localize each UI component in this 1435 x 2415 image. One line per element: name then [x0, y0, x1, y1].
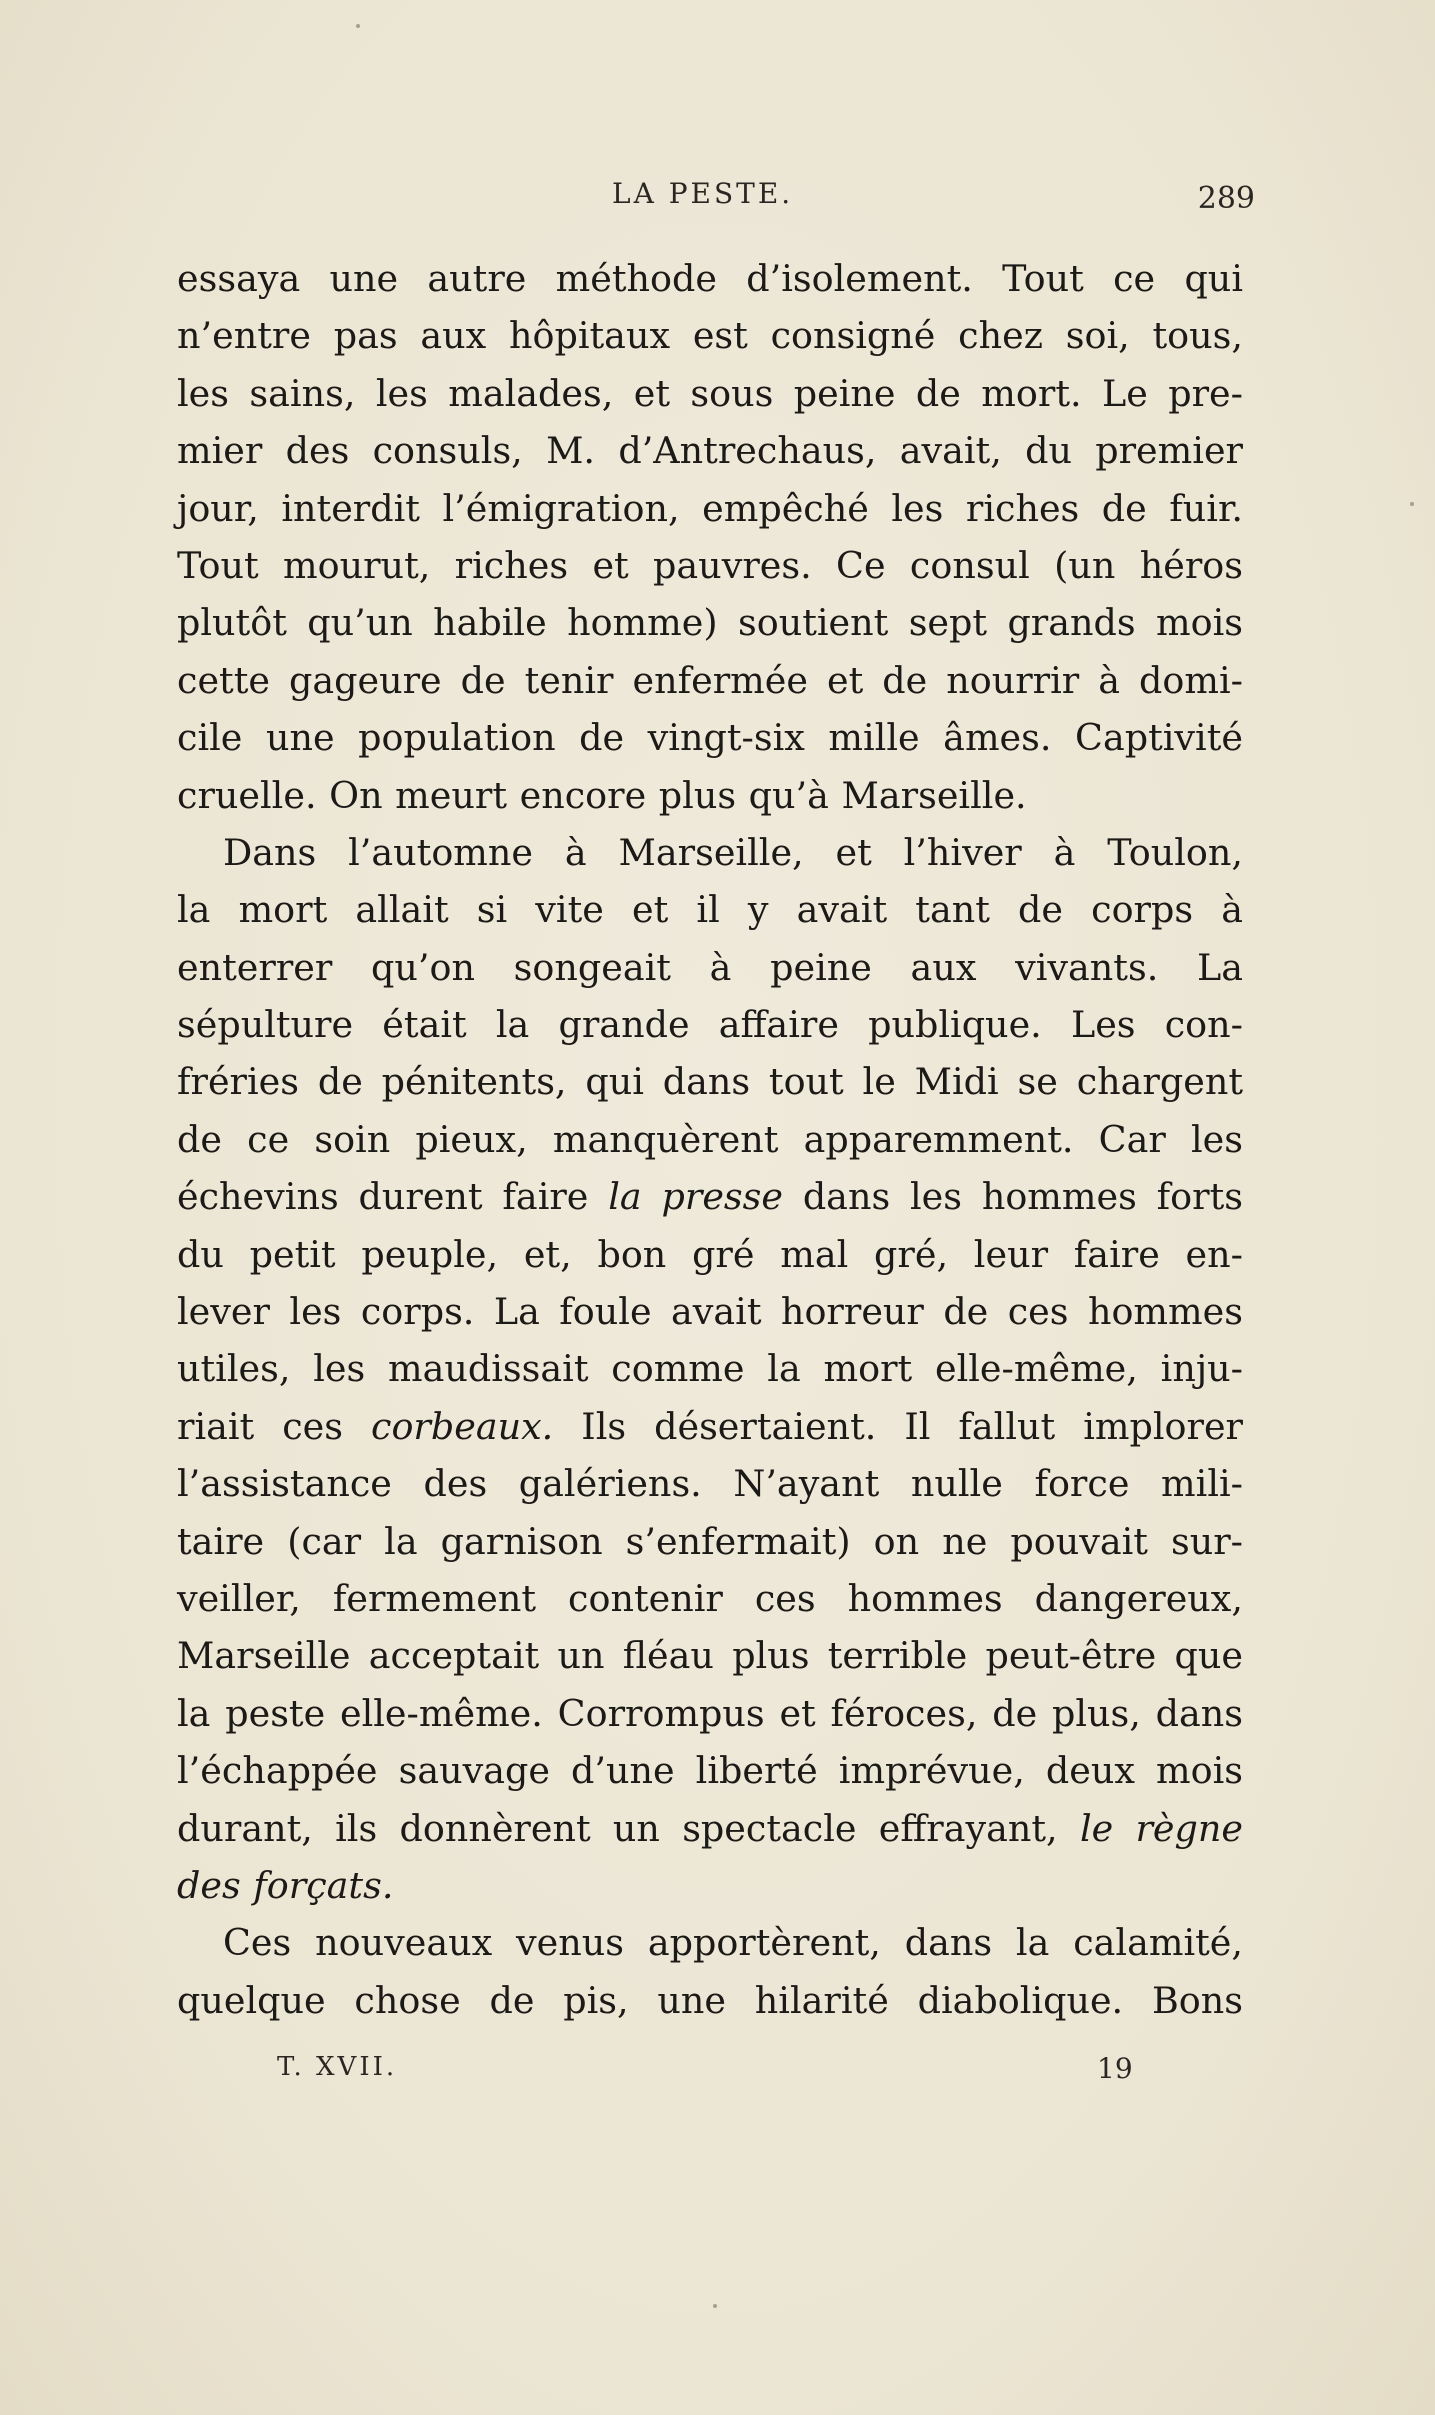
- signature-mark: 19: [1097, 2052, 1133, 2085]
- text-line: de ce soin pieux, manquèrent apparemment. Car les: [177, 1117, 1243, 1161]
- text-line: jour, interdit l’émigration, empêché les riches de fuir.: [177, 486, 1243, 530]
- text-line: l’échappée sauvage d’une liberté imprévue, deux mois: [177, 1749, 1243, 1793]
- text-line: utiles, les maudissait comme la mort elle-même, inju-: [177, 1347, 1243, 1391]
- text-segment: échevins durent faire: [177, 1175, 589, 1219]
- text-segment: Ils désertaient. Il fallut implorer: [581, 1404, 1243, 1448]
- italic-phrase: la presse: [608, 1175, 783, 1219]
- volume-mark: T. XVII.: [277, 2052, 398, 2082]
- paper-speck: [1410, 502, 1414, 506]
- text-segment: durant, ils donnèrent un spectacle effrayant,: [177, 1806, 1058, 1850]
- text-line: [177, 1168, 1243, 1225]
- text-line: les sains, les malades, et sous peine de mort. Le pre-: [177, 371, 1243, 415]
- text-line: la peste elle-même. Corrompus et féroces, de plus, dans: [177, 1691, 1243, 1735]
- text-line: [177, 1800, 1243, 1857]
- text-line: mier des consuls, M. d’Antrechaus, avait, du premier: [177, 429, 1243, 473]
- text-line: [177, 1857, 1243, 1914]
- text-line: cruelle. On meurt encore plus qu’à Marseille.: [177, 773, 1027, 817]
- italic-phrase: le règne: [1079, 1806, 1244, 1850]
- text-line: essaya une autre méthode d’isolement. Tout ce qui: [177, 257, 1243, 300]
- body-text: [177, 250, 1243, 2029]
- text-line: cette gageure de tenir enfermée et de nourrir à domi-: [177, 658, 1243, 702]
- text-line: plutôt qu’un habile homme) soutient sept grands mois: [177, 601, 1243, 645]
- text-line: Dans l’automne à Marseille, et l’hiver à Toulon,: [223, 830, 1243, 874]
- text-line: taire (car la garnison s’enfermait) on ne pouvait sur-: [177, 1519, 1243, 1563]
- text-line: Marseille acceptait un fléau plus terrible peut-être que: [177, 1634, 1243, 1678]
- running-title: LA PESTE.: [612, 177, 794, 210]
- text-line: sépulture était la grande affaire publique. Les con-: [177, 1003, 1243, 1047]
- text-line: cile une population de vingt-six mille âmes. Captivité: [177, 716, 1243, 760]
- text-line: lever les corps. La foule avait horreur de ces hommes: [177, 1290, 1243, 1334]
- text-segment: dans les hommes forts: [802, 1175, 1244, 1219]
- text-line: veiller, fermement contenir ces hommes dangereux,: [177, 1576, 1243, 1620]
- italic-phrase: des forçats.: [177, 1863, 394, 1907]
- page-header: [0, 177, 1435, 227]
- text-line: fréries de pénitents, qui dans tout le Midi se chargent: [177, 1060, 1243, 1104]
- text-line: n’entre pas aux hôpitaux est consigné chez soi, tous,: [177, 314, 1243, 358]
- text-line: quelque chose de pis, une hilarité diabolique. Bons: [177, 1978, 1243, 2022]
- text-segment: riait ces: [177, 1404, 343, 1448]
- text-line: du petit peuple, et, bon gré mal gré, leur faire en-: [177, 1232, 1243, 1276]
- text-line: la mort allait si vite et il y avait tant de corps à: [177, 888, 1243, 932]
- text-line: Tout mourut, riches et pauvres. Ce consul (un héros: [177, 543, 1243, 587]
- italic-phrase: corbeaux.: [371, 1404, 554, 1448]
- text-line: [177, 1398, 1243, 1455]
- page-footer: [0, 2052, 1435, 2092]
- text-line: enterrer qu’on songeait à peine aux vivants. La: [177, 945, 1243, 989]
- page-number: 289: [1197, 181, 1255, 216]
- text-line: l’assistance des galériens. N’ayant nulle force mili-: [177, 1462, 1243, 1506]
- text-line: Ces nouveaux venus apportèrent, dans la calamité,: [223, 1921, 1243, 1965]
- paper-speck: [356, 24, 360, 28]
- paper-speck: [713, 2304, 717, 2308]
